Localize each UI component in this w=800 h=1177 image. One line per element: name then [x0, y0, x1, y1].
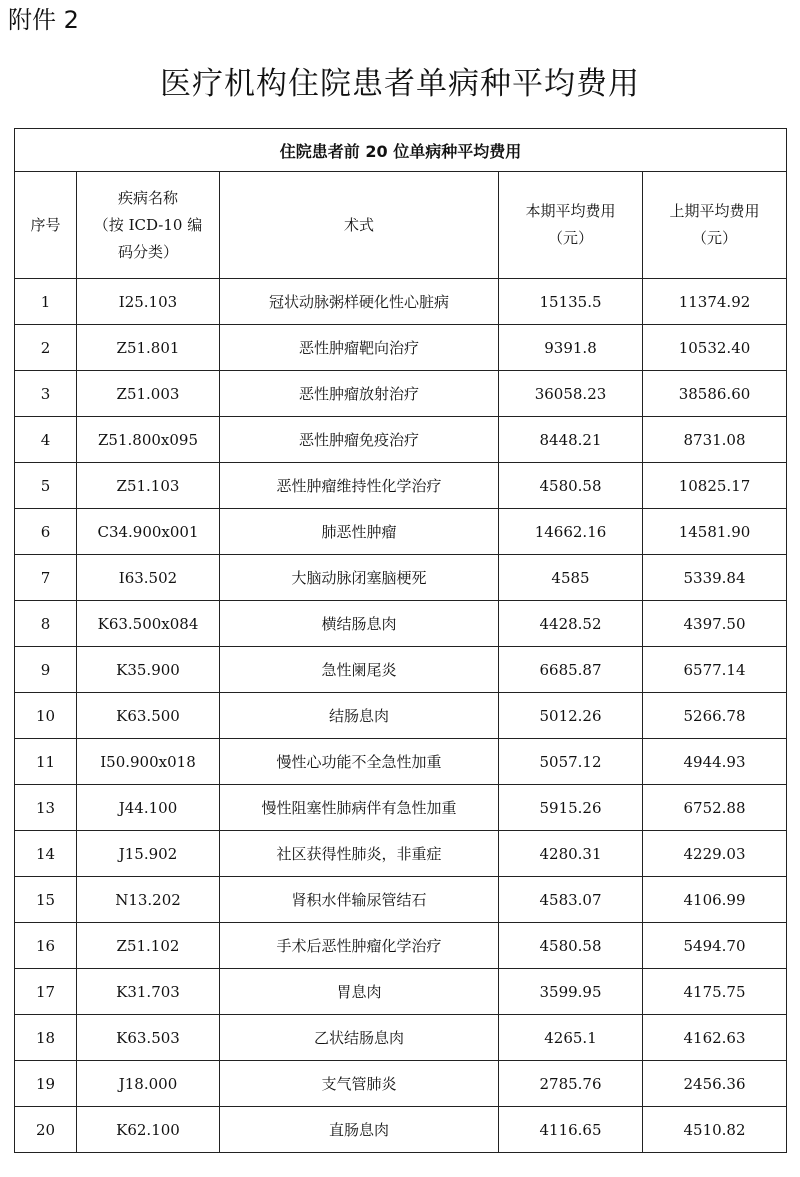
cell-disease-code: I25.103 — [77, 279, 220, 325]
table-caption: 住院患者前 20 位单病种平均费用 — [15, 129, 787, 172]
cell-disease-code: K63.500 — [77, 693, 220, 739]
table-row — [15, 923, 787, 969]
cell-disease-code: I50.900x018 — [77, 739, 220, 785]
cell-previous-cost: 4397.50 — [643, 601, 787, 647]
table-row — [15, 969, 787, 1015]
cell-index: 18 — [15, 1015, 77, 1061]
header-previous-line1: 上期平均费用 — [669, 202, 760, 220]
cell-disease-code: J18.000 — [77, 1061, 220, 1107]
table-row — [15, 325, 787, 371]
header-disease-line3: 码分类） — [117, 242, 178, 261]
table-caption-row — [15, 129, 787, 172]
table-row — [15, 739, 787, 785]
cell-previous-cost: 5266.78 — [643, 693, 787, 739]
cell-disease-code: Z51.801 — [77, 325, 220, 371]
cell-previous-cost: 4229.03 — [643, 831, 787, 877]
header-current-line1: 本期平均费用 — [525, 202, 616, 220]
header-disease-code — [77, 172, 220, 279]
cell-procedure: 恶性肿瘤维持性化学治疗 — [220, 463, 499, 509]
cell-previous-cost: 4106.99 — [643, 877, 787, 923]
cell-previous-cost: 6577.14 — [643, 647, 787, 693]
cell-disease-code: Z51.103 — [77, 463, 220, 509]
cell-previous-cost: 8731.08 — [643, 417, 787, 463]
cell-index: 1 — [15, 279, 77, 325]
cell-index: 15 — [15, 877, 77, 923]
cell-current-cost: 4585 — [499, 555, 643, 601]
cell-index: 13 — [15, 785, 77, 831]
table-row — [15, 509, 787, 555]
cell-current-cost: 3599.95 — [499, 969, 643, 1015]
cell-previous-cost: 2456.36 — [643, 1061, 787, 1107]
cell-index: 7 — [15, 555, 77, 601]
cell-disease-code: J15.902 — [77, 831, 220, 877]
cell-disease-code: K63.500x084 — [77, 601, 220, 647]
cell-previous-cost: 6752.88 — [643, 785, 787, 831]
cell-previous-cost: 10825.17 — [643, 463, 787, 509]
cell-previous-cost: 5339.84 — [643, 555, 787, 601]
cell-current-cost: 2785.76 — [499, 1061, 643, 1107]
cell-previous-cost: 4175.75 — [643, 969, 787, 1015]
cell-index: 2 — [15, 325, 77, 371]
cell-disease-code: C34.900x001 — [77, 509, 220, 555]
table-row — [15, 785, 787, 831]
cell-disease-code: N13.202 — [77, 877, 220, 923]
cell-previous-cost: 4162.63 — [643, 1015, 787, 1061]
table-row — [15, 831, 787, 877]
cell-index: 20 — [15, 1107, 77, 1153]
cell-index: 14 — [15, 831, 77, 877]
cell-procedure: 横结肠息肉 — [220, 601, 499, 647]
cell-current-cost: 36058.23 — [499, 371, 643, 417]
cell-current-cost: 4580.58 — [499, 923, 643, 969]
header-procedure: 术式 — [220, 172, 499, 279]
cell-procedure: 结肠息肉 — [220, 693, 499, 739]
header-current-cost — [499, 172, 643, 279]
cell-procedure: 直肠息肉 — [220, 1107, 499, 1153]
cell-disease-code: K63.503 — [77, 1015, 220, 1061]
table-row — [15, 877, 787, 923]
cell-index: 5 — [15, 463, 77, 509]
cell-previous-cost: 10532.40 — [643, 325, 787, 371]
cell-disease-code: Z51.800x095 — [77, 417, 220, 463]
cell-index: 6 — [15, 509, 77, 555]
cell-current-cost: 4116.65 — [499, 1107, 643, 1153]
header-previous-cost — [643, 172, 787, 279]
cell-current-cost: 4265.1 — [499, 1015, 643, 1061]
table-row — [15, 1107, 787, 1153]
cost-table — [14, 128, 787, 1153]
header-disease-line1: 疾病名称 — [117, 188, 178, 207]
cell-index: 10 — [15, 693, 77, 739]
table-header-row — [15, 172, 787, 279]
cell-procedure: 社区获得性肺炎，非重症 — [220, 831, 499, 877]
cell-current-cost: 4280.31 — [499, 831, 643, 877]
cell-previous-cost: 38586.60 — [643, 371, 787, 417]
cell-index: 3 — [15, 371, 77, 417]
table-row — [15, 463, 787, 509]
cell-current-cost: 4583.07 — [499, 877, 643, 923]
attachment-label: 附件 2 — [8, 6, 79, 34]
cell-procedure: 急性阑尾炎 — [220, 647, 499, 693]
table-row — [15, 601, 787, 647]
table-row — [15, 279, 787, 325]
cell-current-cost: 9391.8 — [499, 325, 643, 371]
cell-procedure: 乙状结肠息肉 — [220, 1015, 499, 1061]
cell-procedure: 恶性肿瘤靶向治疗 — [220, 325, 499, 371]
cell-current-cost: 5915.26 — [499, 785, 643, 831]
cell-previous-cost: 4944.93 — [643, 739, 787, 785]
cell-disease-code: Z51.102 — [77, 923, 220, 969]
cell-current-cost: 4428.52 — [499, 601, 643, 647]
cell-disease-code: I63.502 — [77, 555, 220, 601]
cell-previous-cost: 5494.70 — [643, 923, 787, 969]
document-title: 医疗机构住院患者单病种平均费用 — [160, 66, 640, 102]
cell-index: 9 — [15, 647, 77, 693]
cell-index: 8 — [15, 601, 77, 647]
cell-disease-code: K31.703 — [77, 969, 220, 1015]
cell-index: 17 — [15, 969, 77, 1015]
header-previous-line2: （元） — [691, 229, 737, 247]
cell-disease-code: K35.900 — [77, 647, 220, 693]
cell-procedure: 慢性阻塞性肺病伴有急性加重 — [220, 785, 499, 831]
cell-current-cost: 5057.12 — [499, 739, 643, 785]
header-current-line2: （元） — [547, 229, 593, 247]
cell-current-cost: 14662.16 — [499, 509, 643, 555]
table-row — [15, 371, 787, 417]
header-index: 序号 — [15, 172, 77, 279]
cell-procedure: 大脑动脉闭塞脑梗死 — [220, 555, 499, 601]
cell-procedure: 冠状动脉粥样硬化性心脏病 — [220, 279, 499, 325]
cell-index: 11 — [15, 739, 77, 785]
cell-disease-code: Z51.003 — [77, 371, 220, 417]
cell-current-cost: 6685.87 — [499, 647, 643, 693]
table-row — [15, 417, 787, 463]
cell-procedure: 恶性肿瘤免疫治疗 — [220, 417, 499, 463]
cell-current-cost: 8448.21 — [499, 417, 643, 463]
cell-previous-cost: 4510.82 — [643, 1107, 787, 1153]
cell-procedure: 肾积水伴输尿管结石 — [220, 877, 499, 923]
table-row — [15, 693, 787, 739]
cell-previous-cost: 14581.90 — [643, 509, 787, 555]
cell-current-cost: 15135.5 — [499, 279, 643, 325]
cell-procedure: 支气管肺炎 — [220, 1061, 499, 1107]
cell-index: 16 — [15, 923, 77, 969]
cell-procedure: 恶性肿瘤放射治疗 — [220, 371, 499, 417]
cell-previous-cost: 11374.92 — [643, 279, 787, 325]
header-disease-line2: （按 ICD-10 编 — [93, 215, 203, 234]
cell-index: 4 — [15, 417, 77, 463]
cell-procedure: 肺恶性肿瘤 — [220, 509, 499, 555]
table-row — [15, 647, 787, 693]
table-row — [15, 1061, 787, 1107]
cell-procedure: 胃息肉 — [220, 969, 499, 1015]
cell-disease-code: J44.100 — [77, 785, 220, 831]
cell-current-cost: 4580.58 — [499, 463, 643, 509]
cell-current-cost: 5012.26 — [499, 693, 643, 739]
cell-index: 19 — [15, 1061, 77, 1107]
cell-procedure: 手术后恶性肿瘤化学治疗 — [220, 923, 499, 969]
cell-procedure: 慢性心功能不全急性加重 — [220, 739, 499, 785]
table-row — [15, 1015, 787, 1061]
table-row — [15, 555, 787, 601]
cell-disease-code: K62.100 — [77, 1107, 220, 1153]
